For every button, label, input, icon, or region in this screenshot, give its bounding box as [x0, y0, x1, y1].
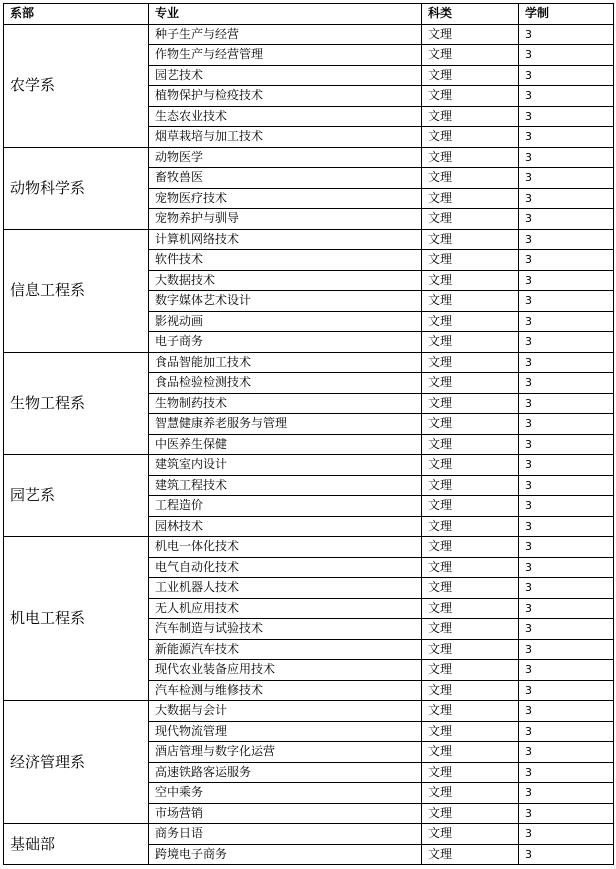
category-cell: 文理	[422, 783, 519, 804]
years-cell: 3	[519, 537, 614, 558]
category-cell: 文理	[422, 209, 519, 230]
major-cell: 汽车检测与维修技术	[149, 680, 422, 701]
major-cell: 中医养生保健	[149, 434, 422, 455]
major-cell: 商务日语	[149, 824, 422, 845]
years-cell: 3	[519, 762, 614, 783]
years-cell: 3	[519, 516, 614, 537]
major-cell: 宠物养护与驯导	[149, 209, 422, 230]
years-cell: 3	[519, 250, 614, 271]
major-cell: 机电一体化技术	[149, 537, 422, 558]
years-cell: 3	[519, 24, 614, 45]
years-cell: 3	[519, 455, 614, 476]
department-cell: 经济管理系	[4, 701, 149, 824]
major-cell: 数字媒体艺术设计	[149, 291, 422, 312]
department-cell: 机电工程系	[4, 537, 149, 701]
major-cell: 工业机器人技术	[149, 578, 422, 599]
major-cell: 动物医学	[149, 147, 422, 168]
category-cell: 文理	[422, 393, 519, 414]
category-cell: 文理	[422, 86, 519, 107]
years-cell: 3	[519, 291, 614, 312]
category-cell: 文理	[422, 24, 519, 45]
years-cell: 3	[519, 639, 614, 660]
major-cell: 生物制药技术	[149, 393, 422, 414]
major-cell: 跨境电子商务	[149, 844, 422, 865]
category-cell: 文理	[422, 721, 519, 742]
years-cell: 3	[519, 270, 614, 291]
category-cell: 文理	[422, 291, 519, 312]
major-cell: 宠物医疗技术	[149, 188, 422, 209]
years-cell: 3	[519, 598, 614, 619]
category-cell: 文理	[422, 434, 519, 455]
category-cell: 文理	[422, 127, 519, 148]
years-cell: 3	[519, 127, 614, 148]
category-cell: 文理	[422, 598, 519, 619]
category-cell: 文理	[422, 414, 519, 435]
years-cell: 3	[519, 701, 614, 722]
major-cell: 园林技术	[149, 516, 422, 537]
category-cell: 文理	[422, 332, 519, 353]
major-cell: 大数据技术	[149, 270, 422, 291]
major-cell: 建筑室内设计	[149, 455, 422, 476]
table-row	[4, 537, 614, 558]
major-cell: 生态农业技术	[149, 106, 422, 127]
table-row	[4, 147, 614, 168]
years-cell: 3	[519, 373, 614, 394]
major-cell: 新能源汽车技术	[149, 639, 422, 660]
years-cell: 3	[519, 106, 614, 127]
major-cell: 作物生产与经营管理	[149, 45, 422, 66]
category-cell: 文理	[422, 373, 519, 394]
category-cell: 文理	[422, 188, 519, 209]
department-cell: 动物科学系	[4, 147, 149, 229]
category-cell: 文理	[422, 660, 519, 681]
category-cell: 文理	[422, 455, 519, 476]
years-cell: 3	[519, 680, 614, 701]
category-cell: 文理	[422, 106, 519, 127]
years-cell: 3	[519, 496, 614, 517]
major-cell: 种子生产与经营	[149, 24, 422, 45]
major-cell: 智慧健康养老服务与管理	[149, 414, 422, 435]
years-cell: 3	[519, 742, 614, 763]
table-row	[4, 24, 614, 45]
major-cell: 烟草栽培与加工技术	[149, 127, 422, 148]
major-cell: 食品智能加工技术	[149, 352, 422, 373]
category-cell: 文理	[422, 475, 519, 496]
major-cell: 电气自动化技术	[149, 557, 422, 578]
department-cell: 信息工程系	[4, 229, 149, 352]
header-major: 专业	[149, 4, 422, 25]
years-cell: 3	[519, 783, 614, 804]
category-cell: 文理	[422, 147, 519, 168]
department-cell: 园艺系	[4, 455, 149, 537]
major-cell: 畜牧兽医	[149, 168, 422, 189]
major-cell: 市场营销	[149, 803, 422, 824]
category-cell: 文理	[422, 496, 519, 517]
years-cell: 3	[519, 393, 614, 414]
years-cell: 3	[519, 660, 614, 681]
category-cell: 文理	[422, 516, 519, 537]
major-cell: 空中乘务	[149, 783, 422, 804]
category-cell: 文理	[422, 311, 519, 332]
major-cell: 软件技术	[149, 250, 422, 271]
major-cell: 现代物流管理	[149, 721, 422, 742]
category-cell: 文理	[422, 557, 519, 578]
years-cell: 3	[519, 332, 614, 353]
category-cell: 文理	[422, 824, 519, 845]
major-cell: 食品检验检测技术	[149, 373, 422, 394]
years-cell: 3	[519, 311, 614, 332]
years-cell: 3	[519, 578, 614, 599]
table-row	[4, 229, 614, 250]
category-cell: 文理	[422, 65, 519, 86]
category-cell: 文理	[422, 619, 519, 640]
table-row	[4, 701, 614, 722]
table-body	[4, 24, 614, 865]
header-row	[4, 4, 614, 25]
major-cell: 汽车制造与试验技术	[149, 619, 422, 640]
major-cell: 建筑工程技术	[149, 475, 422, 496]
years-cell: 3	[519, 168, 614, 189]
major-cell: 大数据与会计	[149, 701, 422, 722]
category-cell: 文理	[422, 537, 519, 558]
years-cell: 3	[519, 65, 614, 86]
department-cell: 生物工程系	[4, 352, 149, 455]
header-years: 学制	[519, 4, 614, 25]
category-cell: 文理	[422, 680, 519, 701]
category-cell: 文理	[422, 639, 519, 660]
category-cell: 文理	[422, 742, 519, 763]
years-cell: 3	[519, 352, 614, 373]
major-cell: 无人机应用技术	[149, 598, 422, 619]
category-cell: 文理	[422, 762, 519, 783]
years-cell: 3	[519, 475, 614, 496]
category-cell: 文理	[422, 803, 519, 824]
years-cell: 3	[519, 45, 614, 66]
major-cell: 影视动画	[149, 311, 422, 332]
years-cell: 3	[519, 844, 614, 865]
years-cell: 3	[519, 803, 614, 824]
years-cell: 3	[519, 619, 614, 640]
years-cell: 3	[519, 188, 614, 209]
category-cell: 文理	[422, 701, 519, 722]
majors-table	[3, 3, 614, 865]
category-cell: 文理	[422, 844, 519, 865]
major-cell: 高速铁路客运服务	[149, 762, 422, 783]
header-category: 科类	[422, 4, 519, 25]
table-row	[4, 352, 614, 373]
major-cell: 酒店管理与数字化运营	[149, 742, 422, 763]
category-cell: 文理	[422, 270, 519, 291]
major-cell: 园艺技术	[149, 65, 422, 86]
table-row	[4, 824, 614, 845]
years-cell: 3	[519, 147, 614, 168]
major-cell: 植物保护与检疫技术	[149, 86, 422, 107]
category-cell: 文理	[422, 352, 519, 373]
years-cell: 3	[519, 434, 614, 455]
years-cell: 3	[519, 209, 614, 230]
years-cell: 3	[519, 824, 614, 845]
table-row	[4, 455, 614, 476]
category-cell: 文理	[422, 229, 519, 250]
category-cell: 文理	[422, 45, 519, 66]
category-cell: 文理	[422, 578, 519, 599]
category-cell: 文理	[422, 168, 519, 189]
department-cell: 基础部	[4, 824, 149, 865]
years-cell: 3	[519, 86, 614, 107]
major-cell: 工程造价	[149, 496, 422, 517]
header-department: 系部	[4, 4, 149, 25]
years-cell: 3	[519, 721, 614, 742]
category-cell: 文理	[422, 250, 519, 271]
department-cell: 农学系	[4, 24, 149, 147]
years-cell: 3	[519, 557, 614, 578]
major-cell: 计算机网络技术	[149, 229, 422, 250]
years-cell: 3	[519, 414, 614, 435]
major-cell: 现代农业装备应用技术	[149, 660, 422, 681]
years-cell: 3	[519, 229, 614, 250]
major-cell: 电子商务	[149, 332, 422, 353]
